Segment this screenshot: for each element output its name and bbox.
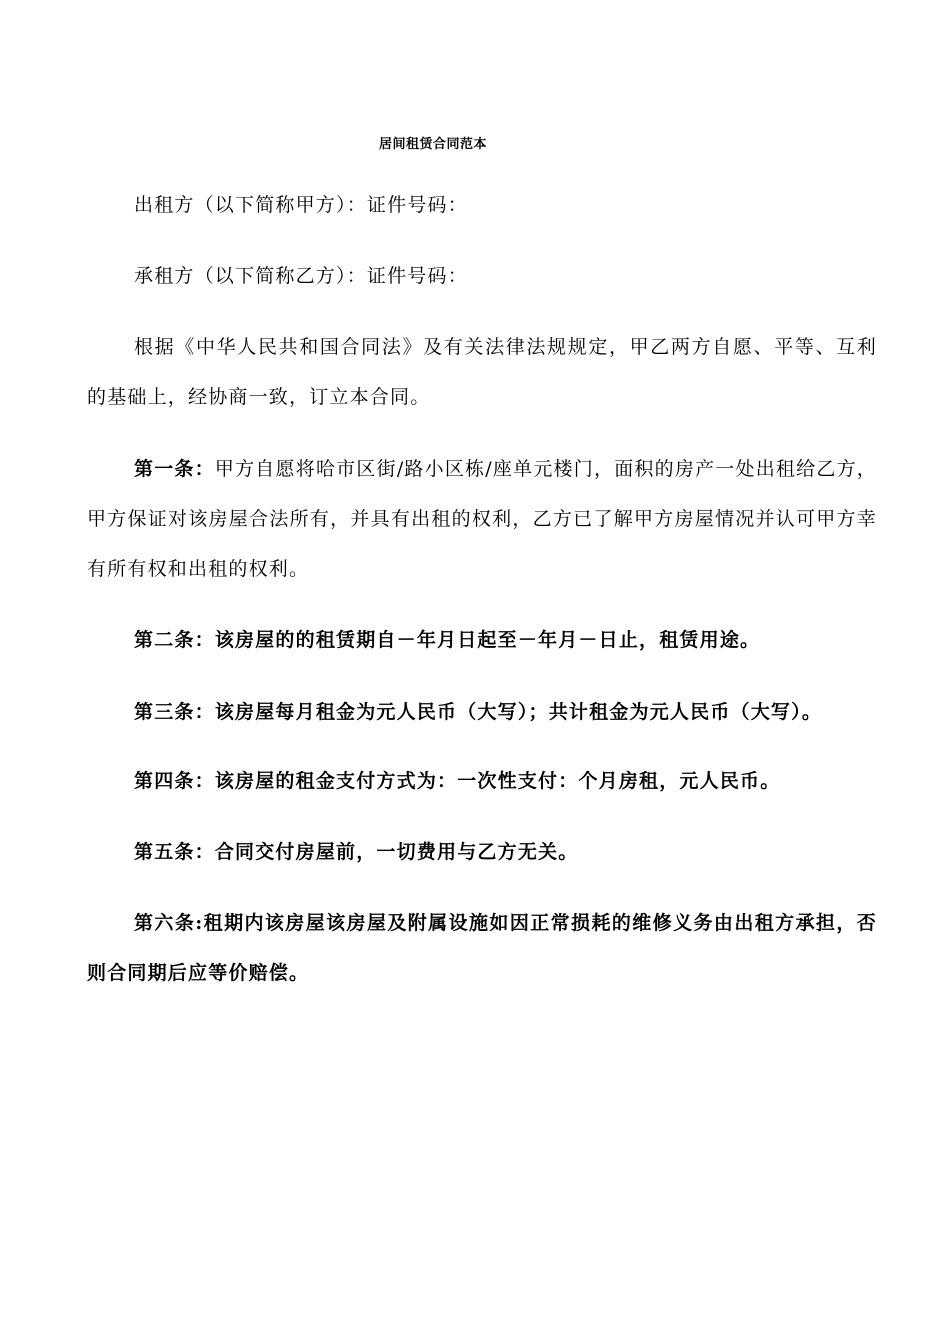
- article-2: [87, 615, 877, 665]
- article-5-text: 合同交付房屋前，一切费用与乙方无关。: [214, 841, 579, 863]
- article-3: [87, 687, 877, 737]
- article-3-text: 该房屋每月租金为元人民币（大写）；共计租金为元人民币（大写）。: [214, 701, 823, 723]
- article-2-label: 第二条：: [134, 629, 215, 651]
- article-1-text: 甲方自愿将哈市区街/路小区栋/座单元楼门，面积的房产一处出租给乙方，甲方保证对该房屋合法所有，并具有出租的权利，乙方已了解甲方房屋情况并认可甲方幸有所有权和出租的权利。: [87, 458, 877, 580]
- article-3-label: 第三条：: [134, 701, 215, 723]
- article-1-label: 第一条：: [134, 458, 215, 480]
- article-5-label: 第五条：: [134, 841, 215, 863]
- article-6-label: 第六条:: [134, 912, 204, 934]
- lessor-line: 出租方（以下简称甲方）：证件号码：: [134, 194, 468, 216]
- article-2-text: 该房屋的的租赁期自－年月日起至－年月－日止，租赁用途。: [214, 629, 761, 651]
- article-4: [87, 756, 877, 806]
- article-4-label: 第四条：: [134, 770, 215, 792]
- document-title: 居间租赁合同范本: [378, 137, 487, 152]
- lessee-line: 承租方（以下简称乙方）：证件号码：: [134, 265, 468, 287]
- article-4-text: 该房屋的租金支付方式为：一次性支付：个月房租，元人民币。: [214, 770, 781, 792]
- article-1: [87, 444, 877, 594]
- intro-paragraph: 根据《中华人民共和国合同法》及有关法律法规规定，甲乙两方自愿、平等、互利的基础上，经协商一致，订立本合同。: [87, 336, 877, 408]
- article-6-text: 租期内该房屋该房屋及附属设施如因正常损耗的维修义务由出租方承担，否则合同期后应等价赔偿。: [87, 912, 877, 984]
- article-5: [87, 827, 877, 877]
- article-6: [87, 898, 877, 998]
